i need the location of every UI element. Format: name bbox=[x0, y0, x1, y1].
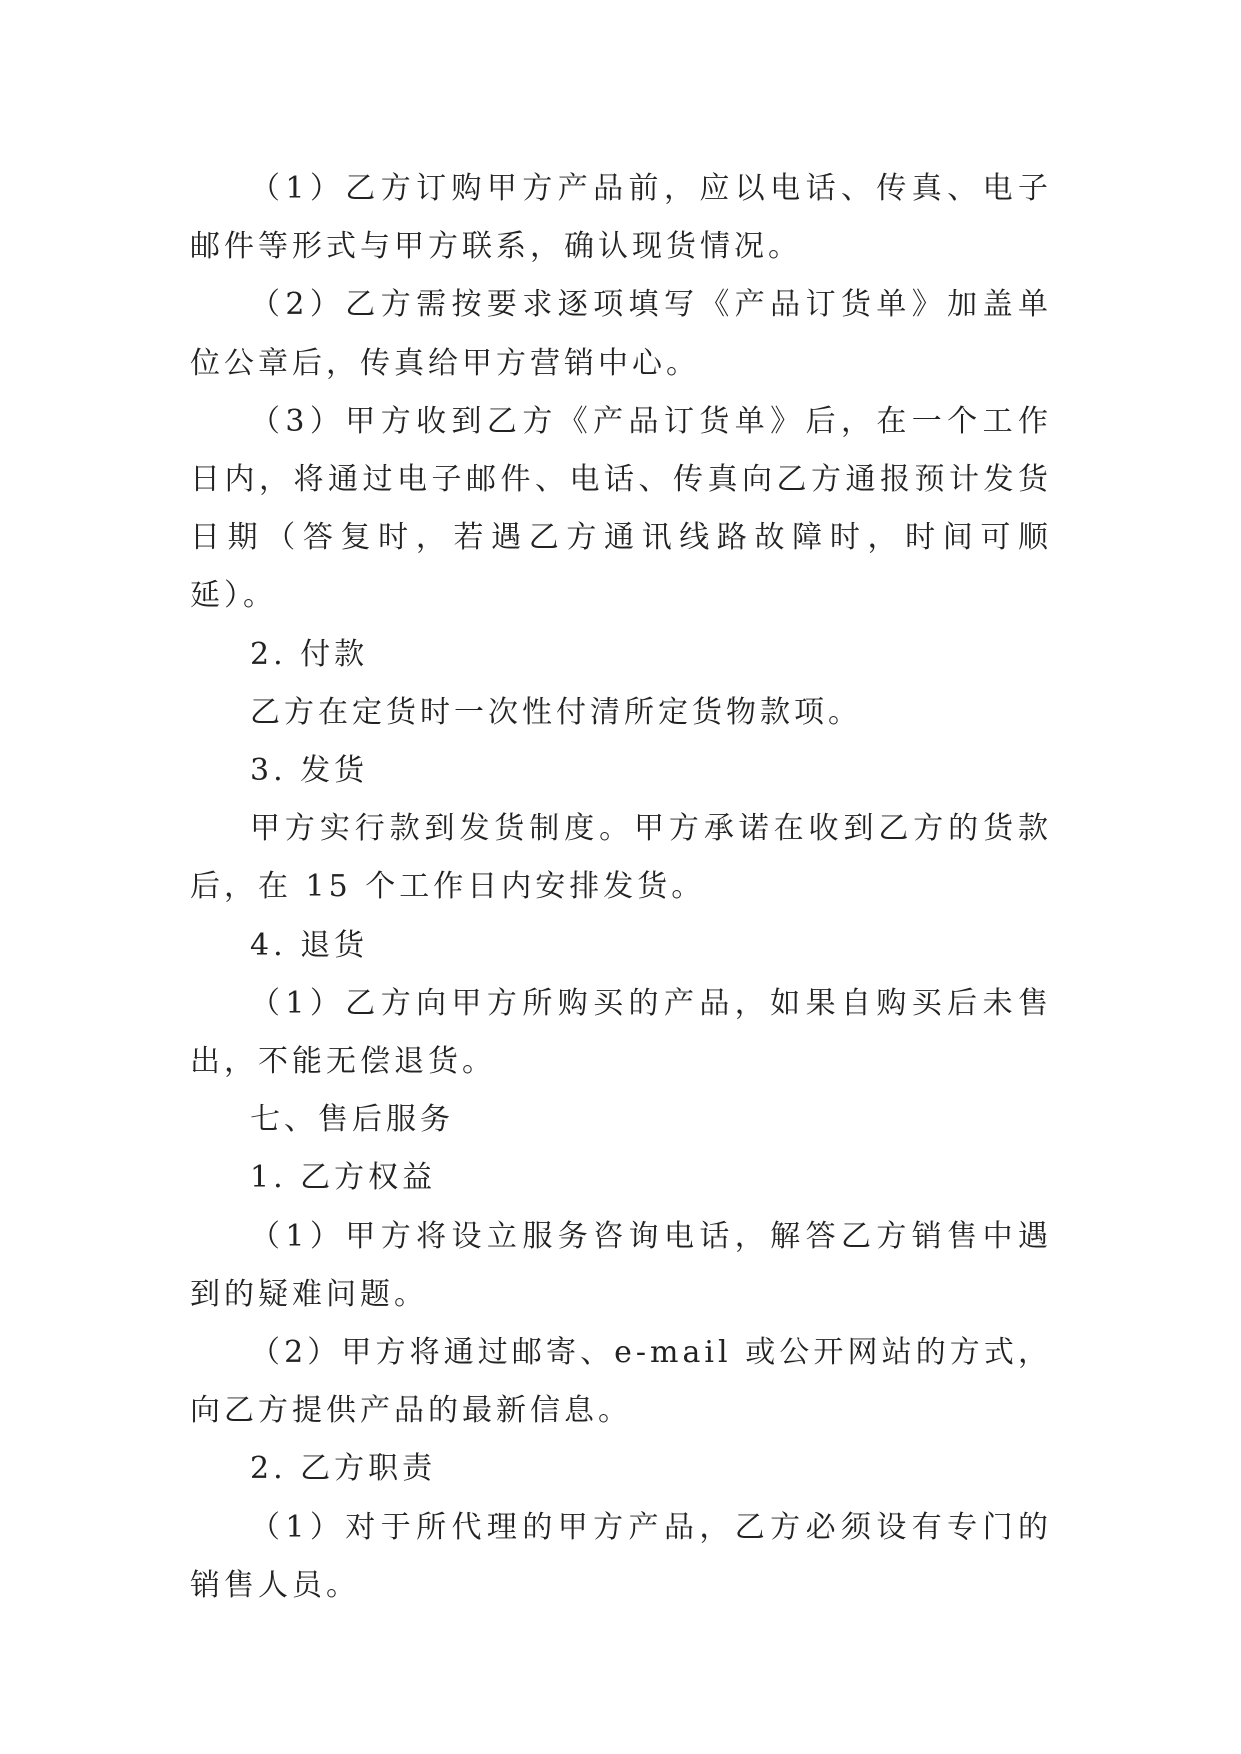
document-body bbox=[190, 160, 1052, 1615]
heading-party-b-rights: 1. 乙方权益 bbox=[250, 1160, 437, 1196]
heading-shipping: 3. 发货 bbox=[250, 753, 369, 789]
paragraph-service-hotline: （1）甲方将设立服务咨询电话，解答乙方销售中遇到的疑难问题。 bbox=[190, 1218, 1052, 1312]
paragraph-order-contact: （1）乙方订购甲方产品前，应以电话、传真、电子邮件等形式与甲方联系，确认现货情况。 bbox=[190, 171, 1052, 265]
heading-payment: 2. 付款 bbox=[250, 636, 369, 672]
paragraph-sales-staff: （1）对于所代理的甲方产品，乙方必须设有专门的销售人员。 bbox=[190, 1509, 1052, 1603]
paragraph-payment: 乙方在定货时一次性付清所定货物款项。 bbox=[250, 694, 862, 730]
heading-returns: 4. 退货 bbox=[250, 927, 369, 963]
paragraph-order-confirmation: （3）甲方收到乙方《产品订货单》后，在一个工作日内，将通过电子邮件、电话、传真向乙方通报预计发货日期（答复时，若遇乙方通讯线路故障时，时间可顺延）。 bbox=[190, 403, 1052, 614]
paragraph-order-form: （2）乙方需按要求逐项填写《产品订货单》加盖单位公章后，传真给甲方营销中心。 bbox=[190, 287, 1052, 381]
paragraph-product-info: （2）甲方将通过邮寄、e-mail 或公开网站的方式，向乙方提供产品的最新信息。 bbox=[190, 1335, 1052, 1429]
paragraph-returns: （1）乙方向甲方所购买的产品，如果自购买后未售出，不能无偿退货。 bbox=[190, 985, 1052, 1080]
heading-after-sales-service: 七、售后服务 bbox=[250, 1102, 454, 1138]
paragraph-shipping: 甲方实行款到发货制度。甲方承诺在收到乙方的货款后，在 15 个工作日内安排发货。 bbox=[190, 811, 1052, 905]
heading-party-b-duties: 2. 乙方职责 bbox=[250, 1451, 437, 1487]
